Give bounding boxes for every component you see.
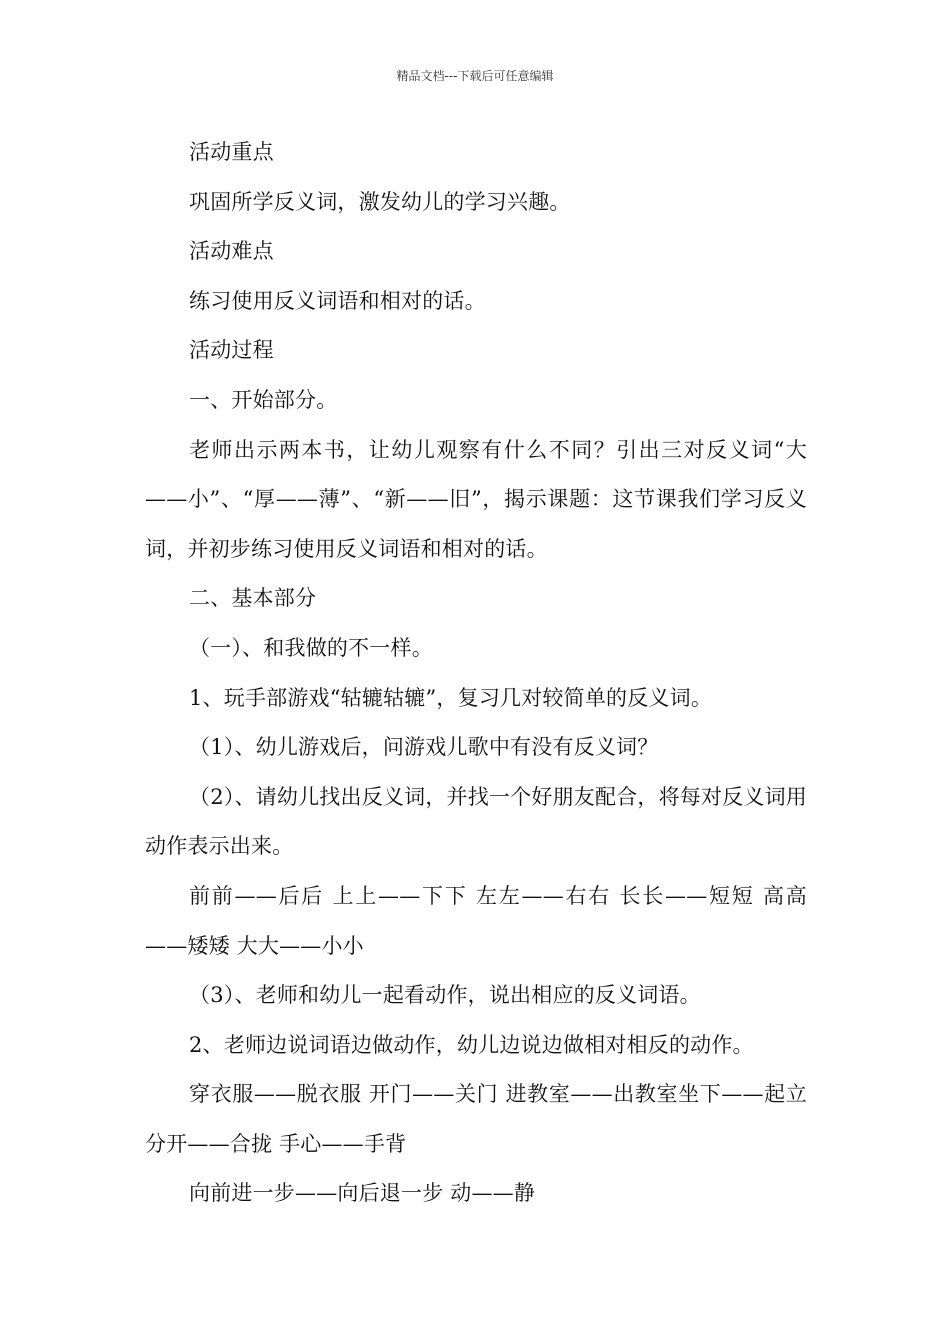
heading-key-points: 活动重点 [189,140,274,164]
document-body [145,128,807,1219]
heading-process: 活动过程 [189,338,274,363]
step-two: 2、老师边说词语边做动作，幼儿边说边做相对相反的动作。 [189,1032,754,1057]
paragraph-key-points: 巩固所学反义词，激发幼儿的学习兴趣。 [189,189,571,214]
paragraph-intro: 老师出示两本书，让幼儿观察有什么不同？引出三对反义词“大——小”、“厚——薄”、“新——旧”，揭示课题：这节课我们学习反义词，并初步练习使用反义词语和相对的话。 [145,437,807,561]
subsection-one: （一）、和我做的不一样。 [189,635,433,660]
step-one-b: （2）、请幼儿找出反义词，并找一个好朋友配合，将每对反义词用动作表示出来。 [145,784,807,859]
word-pairs-two: 穿衣服——脱衣服 开门——关门 进教室——出教室坐下——起立 分开——合拢 手心——手背 [145,1082,807,1156]
section-start: 一、开始部分。 [189,387,338,412]
step-one-c: （3）、老师和幼儿一起看动作，说出相应的反义词语。 [189,983,701,1008]
step-one-a: （1）、幼儿游戏后，问游戏儿歌中有没有反义词？ [189,735,659,760]
step-one: 1、玩手部游戏“轱辘轱辘”，复习几对较简单的反义词。 [189,685,713,710]
heading-difficulties: 活动难点 [189,239,274,264]
paragraph-difficulties: 练习使用反义词语和相对的话。 [189,288,486,313]
word-pairs-three: 向前进一步——向后退一步 动——静 [189,1181,536,1206]
page-header: 精品文档---下载后可任意编辑 [396,69,554,83]
section-basic: 二、基本部分 [189,586,317,611]
word-pairs-one: 前前——后后 上上——下下 左左——右右 长长——短短 高高——矮矮 大大——小小 [145,883,807,958]
